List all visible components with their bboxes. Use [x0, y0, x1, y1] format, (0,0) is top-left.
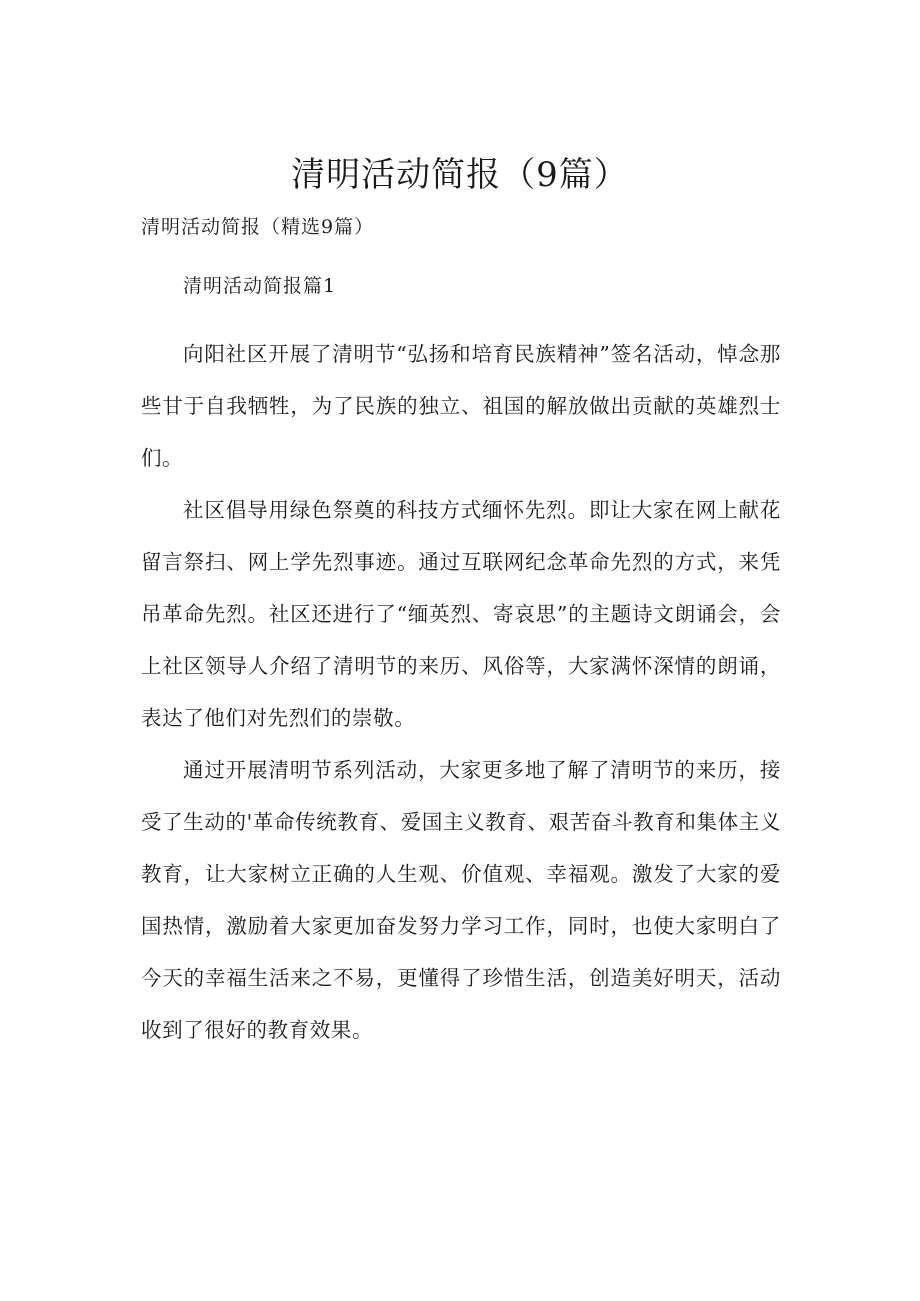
document-title: 清明活动简报（9篇） [291, 155, 629, 195]
section-heading: 清明活动简报篇1 [183, 275, 337, 297]
paragraph: 社区倡导用绿色祭奠的科技方式缅怀先烈。即让大家在网上献花留言祭扫、网上学先烈事迹。通过互联网纪念革命先烈的方式，来凭吊革命先烈。社区还进行了“缅英烈、寄哀思”的主题诗文朗诵会，会上社区领导人介绍了清明节的来历、风俗等，大家满怀深情的朗诵，表达了他们对先烈们的崇敬。 [141, 498, 781, 730]
paragraph: 通过开展清明节系列活动，大家更多地了解了清明节的来历，接受了生动的'革命传统教育、爱国主义教育、艰苦奋斗教育和集体主义教育，让大家树立正确的人生观、价值观、幸福观。激发了大家的爱国热情，激励着大家更加奋发努力学习工作，同时，也使大家明白了今天的幸福生活来之不易，更懂得了珍惜生活，创造美好明天，活动收到了很好的教育效果。 [141, 758, 781, 1042]
document-subtitle: 清明活动简报（精选9篇） [141, 216, 375, 238]
paragraph: 向阳社区开展了清明节“弘扬和培育民族精神”签名活动，悼念那些甘于自我牺牲，为了民族的独立、祖国的解放做出贡献的英雄烈士们。 [141, 342, 781, 470]
